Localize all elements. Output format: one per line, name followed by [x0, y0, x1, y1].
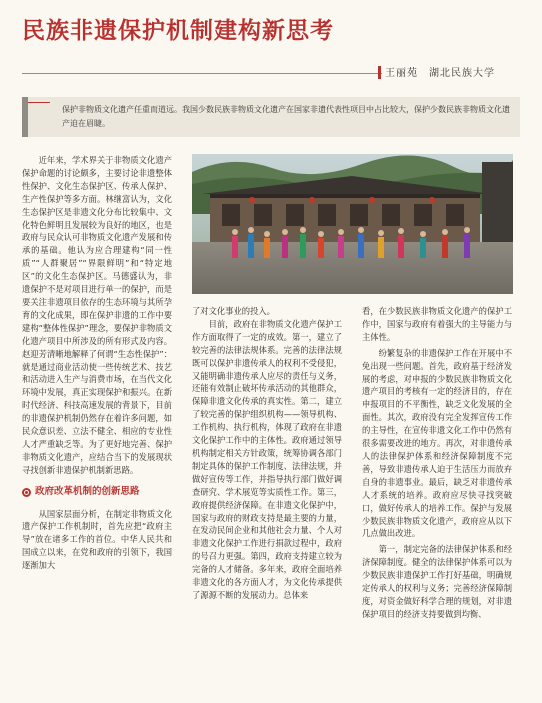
column-2 [192, 305, 342, 695]
column-1 [22, 154, 172, 694]
section-heading [22, 486, 172, 499]
byline-rule [22, 73, 382, 74]
paragraph: 从国家层面分析，在制定非物质文化遗产保护工作机制时，首先应把“政府主导”放在诸多工作的首位。中华人民共和国成立以来，在党和政府的引领下，我国逐渐加大 [22, 508, 172, 571]
paragraph: 看，在少数民族非物质文化遗产的保护工作中，国家与政府有着强大的主导能力与主体性。 [362, 306, 512, 342]
paragraph: 了对文化事业的投入。 [192, 306, 275, 316]
column-3 [362, 305, 512, 695]
paragraph: 第一，制定完备的法律保护体系和经济保障制度。健全的法律保护体系可以为少数民族非遗保护工作打好基础，明确规定传承人的权利与义务；完善经济保障制度，对资金做好科学合理的规划，对非遗保护项目的经济支持要做到均衡、 [362, 544, 512, 619]
paragraph: 近年来，学术界关于非物质文化遗产保护命题的讨论颇多，主要讨论非遗整体性保护、文化生态保护区、传承人保护、生产性保护等多方面。林继富认为，文化生态保护区是非遗文化分布比较集中、文化特色鲜明且发展较为良好的地区，也是政府与民众认可非物质文化遗产发展和传承的基础。他认为应合理建构“同一性质”“人群聚居”“界限鲜明”和“特定地区”的文化生态保护区。马德盛认为，非遗保护不是对项目进行单一的保护，而是要关注非遗项目依存的生态环境与其所孕育的文化成果，即在保护非遗的工作中要建构“整体性保护”理念，要保护非物质文化遗产项目中所涉及的所有形式及内容。赵迎芳清晰地解释了何谓“生态性保护”：就是通过商业活动使一些传统艺术、技艺和活动进入生产与消费市场，在当代文化环境中发展，真正实现保护和振兴。在新时代经济、科技高速发展的背景下，目前的非遗保护机制仍然存在着许多问题，如民众意识差、立法不健全、相应的专业性人才严重缺乏等。为了更好地完善、保护非物质文化遗产，应结合当下的发展现状寻找创新非遗保护机制新思路。 [22, 155, 172, 475]
abstract-box [22, 97, 520, 137]
photo-folk-dance-village [192, 154, 513, 294]
paragraph: 纷繁复杂的非遗保护工作在开展中不免出现一些问题。首先，政府基于经济发展的考虑，对申报的少数民族非物质文化遗产项目的考核有一定的经济目的，存在申报项目的不平衡性，缺乏文化发展的全面性。其次，政府没有完全发挥宣传工作的主导性，在宣传非遗文化工作中仍然有很多需要改进的地方。再次，对非遗传承人的法律保护体系和经济保障制度不完善，导致非遗传承人迫于生活压力而放弃自身的非遗事业。最后，缺乏对非遗传承人才系统的培养。政府应尽快寻找突破口，做好传承人的培养工作。保护与发展少数民族非物质文化遗产，政府应从以下几点做出改进。 [362, 347, 512, 539]
byline: 王丽苑 湖北民族大学 [385, 68, 495, 79]
paragraph: 目前，政府在非物质文化遗产保护工作方面取得了一定的成效。第一，建立了较完善的法律法规体系。完善的法律法规既可以保护非遗传承人的权利不受侵犯，又能明确非遗传承人应尽的责任与义务，还能有效制止破坏传承活动的其他群众，保障非遗文化传承的真实性。第二，建立了较完善的保护组织机构——领导机构、工作机构、执行机构，体现了政府在非遗文化保护工作中的主体性。政府通过领导机构制定相关方针政策，统筹协调各部门制定具体的保护工作制度、法律法规，并做好宣传等工作，并指导执行部门做好调查研究、学术展览等实质性工作。第三，政府提供经济保障。在非遗文化保护中，国家与政府的财政支持是最主要的力量，在发动民间企业和其他社会力量、个人对非遗文化保护工作进行捐款过程中，政府的号召力更强。第四，政府支持建立较为完备的人才储备。多年来，政府全面培养非遗文化的各方面人才，为文化传承提供了源源不断的发展动力。总体来 [192, 318, 342, 600]
byline-marker [378, 66, 381, 79]
bullet-circle-icon [22, 488, 31, 497]
section-title: 政府改革机制的创新思路 [35, 485, 140, 497]
abstract-text: 保护非物质文化遗产任重而道远。我国少数民族非物质文化遗产在国家非遗代表性项目中占比较大，保护少数民族非物质文化遗产迫在眉睫。 [62, 105, 510, 128]
article-title: 民族非遗保护机制建构新思考 [22, 18, 334, 44]
abstract-accent-line [28, 102, 50, 103]
